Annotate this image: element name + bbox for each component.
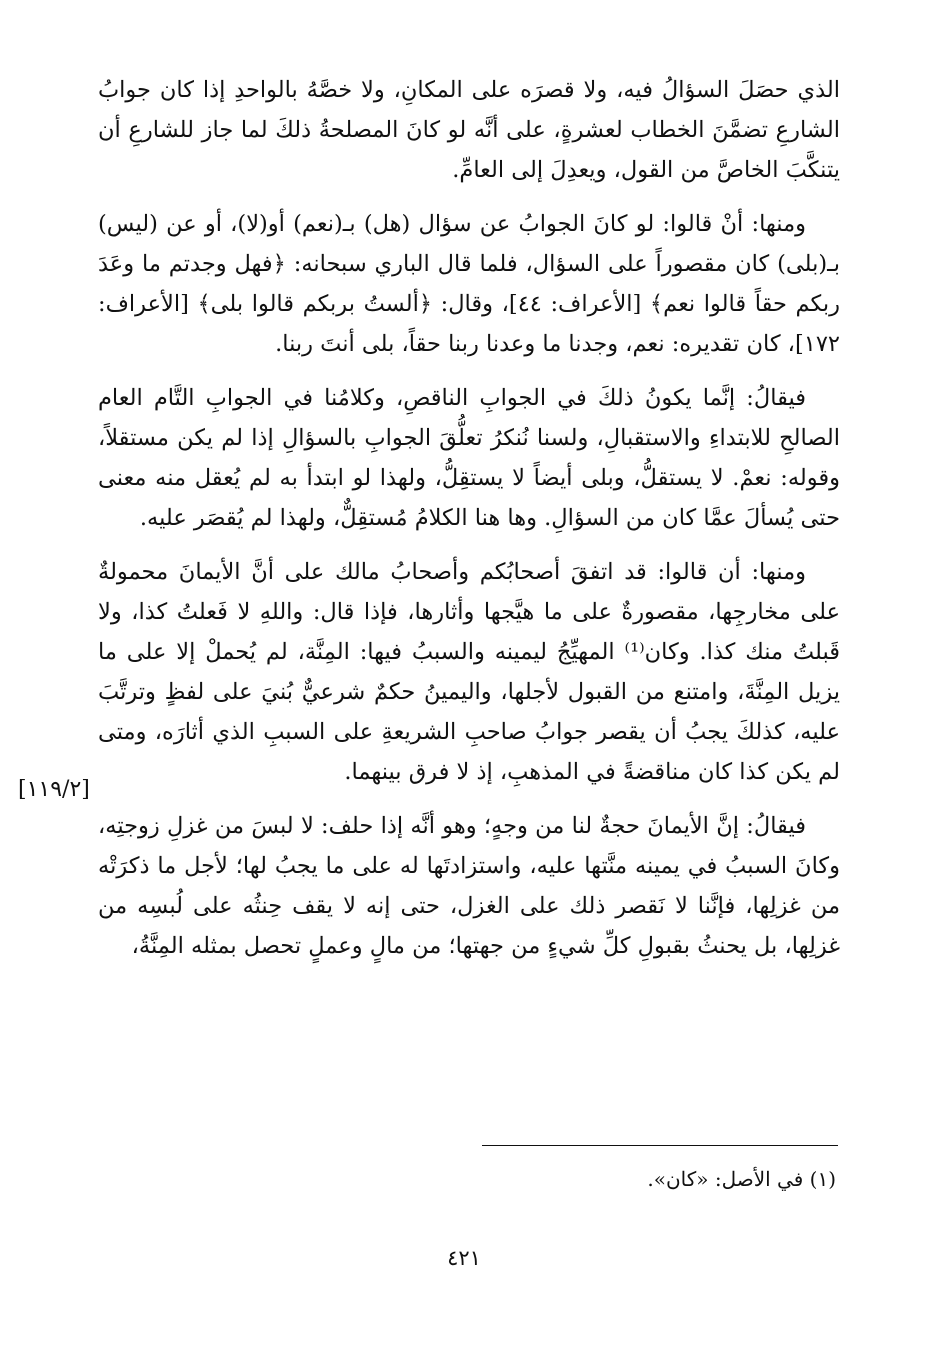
paragraph-4: ومنها: أن قالوا: قد اتفقَ أصحابُكم وأصحابُ مالك على أنَّ الأيمانَ محمولةٌ على مخارجِها، مقصورةٌ على ما هيَّجها وأثارها، فإذا قال: واللهِ لا فَعلتُ كذا، ولا قَبلتُ منك كذا. وكان⁽¹⁾ المهيِّجُ ليمينه والسببُ فيها: المِنَّة، لم يُحملْ إلا على ما يزيل المِنَّةَ، وامتنع من القبول لأجلها، واليمينُ حكمٌ شرعيٌّ بُنيَ على لفظٍ وترتَّبَ عليه، كذلكَ يجبُ أن يقصر جوابُ صاحبِ الشريعةِ على السببِ الذي أثارَه، ومتى لم يكن كذا كان مناقضةً في المذهبِ، إذ لا فرق بينهما.: [98, 559, 840, 785]
paragraph-1: الذي حصَلَ السؤالُ فيه، ولا قصرَه على المكانِ، ولا خصَّهُ بالواحدِ إذا كان جوابُ الشارعِ تضمَّنَ الخطاب لعشرةٍ، على أنَّه لو كانَ المصلحةُ ذلكَ لما جاز للشارعِ أن يتنكَّبَ الخاصَّ من القول، ويعدِلَ إلى العامِّ.: [98, 77, 840, 183]
page-number: ٤٢١: [447, 1246, 481, 1270]
paragraph-2: ومنها: أنْ قالوا: لو كانَ الجوابُ عن سؤال (هل) بـ(نعم) أو(لا)، أو عن (ليس) بـ(بلى) كان مقصوراً على السؤال، فلما قال الباري سبحانه: ﴿فهل وجدتم ما وعَدَ ربكم حقاً قالوا نعم﴾ [الأعراف: ٤٤]، وقال: ﴿ألستُ بربكم قالوا بلى﴾ [الأعراف: ١٧٢]، كان تقديره: نعم، وجدنا ما وعدنا ربنا حقاً، بلى أنتَ ربنا.: [98, 211, 840, 357]
paragraph-5: فيقالُ: إنَّ الأيمانَ حجةٌ لنا من وجهٍ؛ وهو أنَّه إذا حلف: لا لبسَ من غزلِ زوجتِه، وكانَ السببُ في يمينه منَّتها عليه، واستزادتَها له على ما يجبُ لها؛ لأجل ما ذكرَتْه من غزلِها، فإنَّنا لا نَقصر ذلك على الغزل، حتى إنه لا يقف حِنثُه على لُبسِه من غزلِها، بل يحنثُ بقبولِ كلِّ شيءٍ من جهتها؛ من مالٍ وعملٍ تحصل بمثله المِنَّةُ،: [98, 813, 840, 959]
footnote: (١) في الأصل: «كان».: [647, 1167, 836, 1191]
main-text-body: [98, 70, 840, 980]
margin-page-reference: [١١٩/٢]: [18, 777, 90, 802]
footnote-separator: [482, 1145, 838, 1146]
paragraph-3: فيقالُ: إنَّما يكونُ ذلكَ في الجوابِ الناقصِ، وكلامُنا في الجوابِ التَّام العام الصالحِ للابتداءِ والاستقبالِ، ولسنا نُنكرُ تعلُّقَ الجوابِ بالسؤالِ إذا لم يكن مستقلاً، وقوله: نعمْ. لا يستقلُّ، وبلى أيضاً لا يستقِلُّ، ولهذا لو ابتدأ به لم يُعقل منه معنى حتى يُسألَ عمَّا كان من السؤالِ. وها هنا الكلامُ مُستقِلٌّ، ولهذا لم يُقصَر عليه.: [98, 385, 840, 531]
